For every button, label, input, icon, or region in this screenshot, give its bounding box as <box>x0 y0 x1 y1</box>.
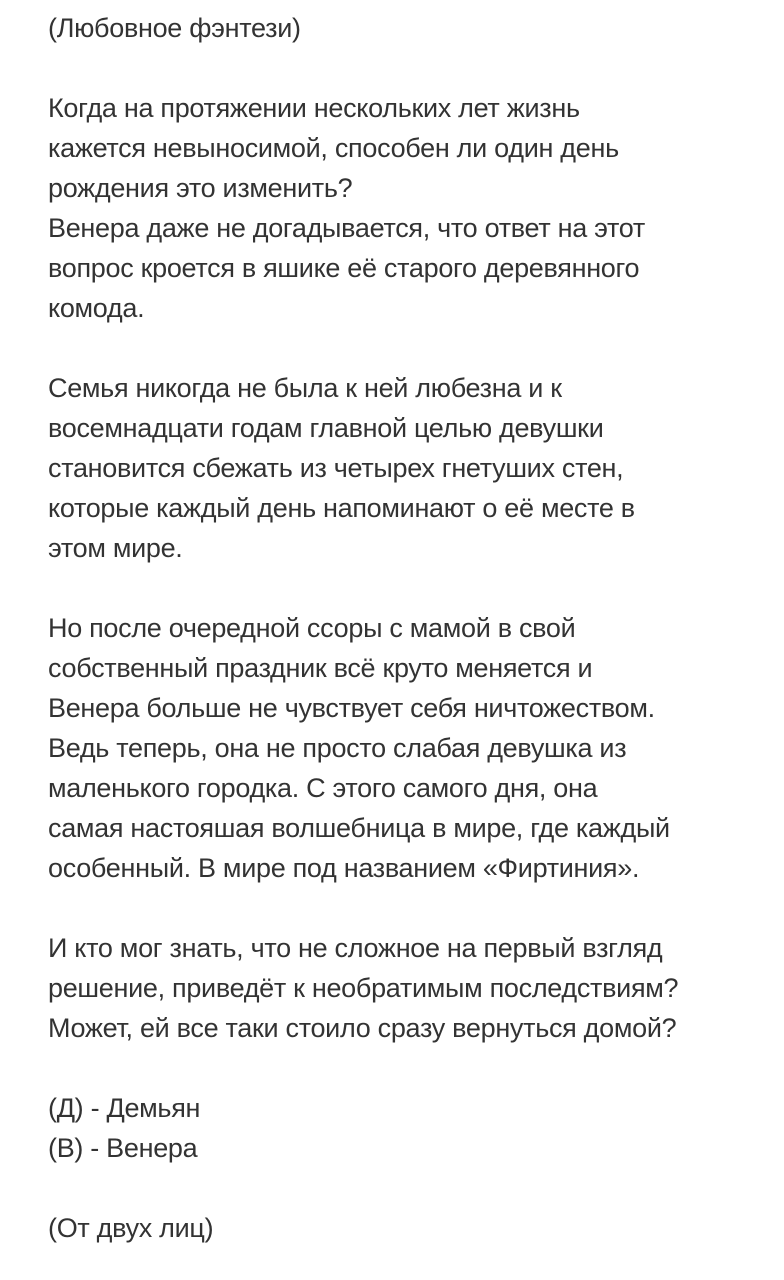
character-venera: (В) - Венера <box>48 1133 198 1163</box>
text-line: Венера даже не догадывается, что ответ на этот <box>48 213 645 243</box>
paragraph-gap <box>48 888 774 928</box>
paragraph-gap <box>48 1168 774 1208</box>
text-line: комода. <box>48 293 145 323</box>
character-demyan: (Д) - Демьян <box>48 1093 201 1123</box>
paragraph-gap <box>48 48 774 88</box>
paragraph-transformation <box>48 608 774 888</box>
text-line: этом мире. <box>48 533 183 563</box>
text-line: Может, ей все таки стоило сразу вернуться домой? <box>48 1013 677 1043</box>
book-description <box>48 8 774 1248</box>
text-line: маленького городка. С этого самого дня, она <box>48 773 598 803</box>
paragraph-gap <box>48 1048 774 1088</box>
text-line: становится сбежать из четырех гнетуших стен, <box>48 453 624 483</box>
text-line: вопрос кроется в яшике её старого деревянного <box>48 253 640 283</box>
genre-label: (Любовное фэнтези) <box>48 13 301 43</box>
text-line: восемнадцати годам главной целью девушки <box>48 413 604 443</box>
text-line: Когда на протяжении нескольких лет жизнь <box>48 93 580 123</box>
text-line: рождения это изменить? <box>48 173 353 203</box>
text-line: которые каждый день напоминают о её месте в <box>48 493 635 523</box>
character-list <box>48 1088 774 1168</box>
paragraph-intro <box>48 88 774 328</box>
pov-note: (От двух лиц) <box>48 1213 214 1243</box>
text-line: Венера больше не чувствует себя ничтожеством. <box>48 693 655 723</box>
text-line: Семья никогда не была к ней любезна и к <box>48 373 562 403</box>
text-line: особенный. В мире под названием «Фиртиния». <box>48 853 640 883</box>
text-line: И кто мог знать, что не сложное на первый взгляд <box>48 933 663 963</box>
paragraph-question <box>48 928 774 1048</box>
paragraph-family <box>48 368 774 568</box>
text-line: собственный праздник всё круто меняется и <box>48 653 593 683</box>
text-line: Но после очередной ссоры с мамой в свой <box>48 613 576 643</box>
paragraph-gap <box>48 328 774 368</box>
text-line: решение, приведёт к необратимым последствиям? <box>48 973 679 1003</box>
text-line: самая настояшая волшебница в мире, где каждый <box>48 813 670 843</box>
text-line: кажется невыносимой, способен ли один день <box>48 133 619 163</box>
paragraph-gap <box>48 568 774 608</box>
text-line: Ведь теперь, она не просто слабая девушка из <box>48 733 627 763</box>
